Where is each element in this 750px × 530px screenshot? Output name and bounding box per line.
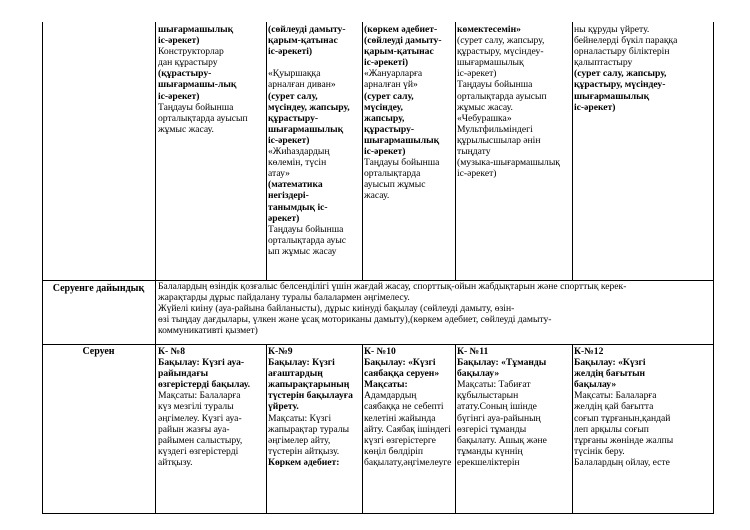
text-line: жұмыс жасау. — [158, 123, 214, 135]
text-line: (математика — [268, 179, 323, 191]
text-line: (құрастыру- — [158, 68, 212, 80]
column-divider — [266, 22, 267, 280]
activities-friday-cell — [574, 24, 712, 113]
text-line: әңгімелер айту, — [268, 434, 331, 446]
walk-tuesday-cell — [268, 346, 363, 468]
text-line: орталықтарда ауысып — [457, 90, 547, 102]
text-line: құрылысшылар әнін — [457, 134, 541, 146]
text-line: (сурет салу, — [364, 90, 414, 102]
text-line: Балалардың ойлау, есте — [574, 456, 670, 468]
text-line: құбылыстарын — [457, 390, 519, 402]
text-line: орталықтарда ауыс — [268, 234, 347, 246]
text-line: бақылату. Ашық және — [457, 434, 547, 446]
text-line: шығармашы-лық — [158, 79, 237, 91]
text-line: негіздері- — [268, 190, 309, 202]
text-line: «Жиһаздардың — [268, 146, 330, 158]
walk-label: Серуен — [82, 346, 115, 357]
text-line: жапсыру, — [364, 112, 405, 124]
text-line: жапырақтарының — [268, 379, 350, 391]
text-line: қарым-қатынас — [268, 35, 338, 47]
walk-prep-label: Серуенге дайындық — [52, 283, 145, 294]
walk-prep-text — [158, 281, 713, 336]
text-line: (сөйлеуді дамыту- — [364, 35, 442, 47]
table-border-bottom — [42, 513, 714, 514]
text-line: орналастыру біліктерін — [574, 46, 670, 58]
text-line: іс-әрекет) — [574, 101, 616, 113]
text-line: (сурет салу, жапсыру, — [574, 68, 667, 80]
text-line: түстерін бақылауға — [268, 390, 353, 402]
text-line: райымен салыстыру, — [158, 434, 243, 446]
text-line: Таңдауы бойынша — [268, 223, 344, 235]
text-line: Мақсаты: Табиғат — [457, 379, 531, 391]
activities-thursday-cell — [457, 24, 573, 179]
text-line: жапырақтар туралы — [268, 423, 350, 435]
walk-prep-line: өзі тыңдау дағдылары, үлкен және ұсақ моториканы дамыту),(көркем әдебиет, сөйлеуді дамыту- — [158, 314, 552, 326]
text-line: Таңдауы бойынша — [457, 79, 533, 91]
table-border-right — [713, 22, 714, 514]
text-line: келетіні жайында — [364, 412, 436, 424]
text-line: Мақсаты: Күзгі — [268, 412, 332, 424]
text-line: іс-әрекет) — [158, 35, 200, 47]
text-line: тұманды күннің — [457, 445, 523, 457]
text-line: шығармашылық — [158, 24, 234, 35]
activities-wednesday-cell — [364, 24, 454, 202]
text-line: ерекшеліктерін — [457, 456, 520, 468]
text-line: Мақсаты: — [364, 379, 408, 391]
text-line: ауысып жұмыс — [364, 179, 426, 191]
text-line: қарым-қатынас — [364, 46, 434, 58]
text-line: желдің қай бағытта — [574, 401, 654, 413]
text-line: Бақылау: «Күзгі — [364, 357, 436, 369]
text-line: іс-әрекеті) — [364, 57, 409, 69]
text-line: арналған диван» — [268, 79, 336, 91]
text-line: К-№12 — [574, 346, 604, 357]
text-line: күзгі өзгерістерге — [364, 434, 436, 446]
text-line: саябаққа не себепті — [364, 401, 444, 413]
text-line: «Қуыршаққа — [268, 68, 321, 80]
text-line: құрастыру, мүсіндеу- — [457, 46, 544, 58]
text-line: К- №11 — [457, 346, 489, 357]
walk-friday-cell — [574, 346, 712, 468]
walk-thursday-cell — [457, 346, 573, 468]
table-border-left — [42, 22, 43, 514]
text-line: әрекет) — [268, 212, 300, 224]
text-line: атау» — [268, 168, 290, 180]
text-line: Көркем әдебиет: — [268, 456, 340, 468]
text-line: К- №10 — [364, 346, 396, 357]
text-line: леп арқылы соғып — [574, 423, 649, 435]
text-line: Бақылау: Күзгі — [268, 357, 335, 369]
text-line: Бақылау: «Тұманды — [457, 357, 547, 369]
text-line: күз мезгілі туралы — [158, 401, 234, 413]
text-line: Адамдардың — [364, 390, 417, 402]
text-line: іс-әрекеті) — [268, 46, 313, 58]
text-line: ны құруды үйрету. — [574, 24, 650, 35]
walk-prep-line: Балалардың өзіндік қозғалыс белсенділігі үшін жағдай жасау, спорттық-ойын жабдықтарын және спорттық керек- — [158, 281, 627, 292]
text-line: құрастыру, мүсіндеу- — [574, 79, 666, 91]
activities-monday-cell — [158, 24, 266, 135]
text-line: шығармашылық — [574, 90, 650, 102]
text-line: көмектесемін» — [457, 24, 521, 35]
text-line: Мақсаты: Балаларға — [574, 390, 657, 402]
walk-monday-cell — [158, 346, 266, 468]
text-line: мүсіндеу, жапсыру, — [268, 101, 350, 113]
text-line: бақылау» — [457, 368, 500, 380]
column-divider — [266, 344, 267, 514]
text-line: жұмыс жасау. — [457, 101, 513, 113]
text-line: (көркем әдебиет- — [364, 24, 438, 35]
text-line: құрастыру- — [268, 112, 319, 124]
text-line: үйрету. — [268, 401, 299, 413]
text-line: бейнелерді бүкіл параққа — [574, 35, 678, 47]
text-line: «Жануарларға — [364, 68, 423, 80]
text-line: мүсіндеу, — [364, 101, 403, 113]
text-line: ағаштардың — [268, 368, 323, 380]
walk-prep-line: коммуникативті қызмет) — [158, 325, 258, 337]
text-line: К- №8 — [158, 346, 185, 357]
text-line: түсінік беру. — [574, 445, 625, 457]
text-line: Бақылау: Күзгі ауа- — [158, 357, 245, 369]
text-line — [268, 57, 363, 68]
text-line: Конструкторлар — [158, 46, 224, 58]
text-line: саябаққа серуен» — [364, 368, 440, 380]
walk-wednesday-cell — [364, 346, 456, 468]
text-line: орталықтарда ауысып — [158, 112, 248, 124]
text-line: Бақылау: «Күзгі — [574, 357, 646, 369]
text-line: айтқызу. — [158, 456, 193, 468]
text-line: орталықтарда — [364, 168, 421, 180]
text-line: айту. Саябақ ішіндегі — [364, 423, 451, 435]
text-line: іс-әрекет) — [268, 134, 310, 146]
text-line: тұрғаны жөнінде жалпы — [574, 434, 674, 446]
text-line: бақылату,әңгімелеуге — [364, 456, 452, 468]
walk-prep-line: Жүйелі киіну (ауа-райына байланысты), дұрыс киінуді бақылау (сөйлеуді дамыту, өзін- — [158, 303, 515, 315]
text-line: К-№9 — [268, 346, 293, 357]
text-line: (сурет салу, жапсыру, — [457, 35, 545, 47]
text-line: райындағы — [158, 368, 209, 380]
text-line: құрастыру- — [364, 123, 415, 135]
text-line: желдің бағытын — [574, 368, 646, 380]
text-line: соғып тұрғанын,қандай — [574, 412, 671, 424]
text-line: атату.Соның ішінде — [457, 401, 537, 413]
text-line: тыңдату — [457, 146, 491, 158]
text-line: өзгерісі тұманды — [457, 423, 527, 435]
text-line: өзгерістерді бақылау. — [158, 379, 251, 391]
text-line: көңіл бөлдіріп — [364, 445, 424, 457]
column-divider — [455, 22, 456, 280]
text-line: шығармашылық — [364, 134, 440, 146]
text-line: күздегі өзгерістерді — [158, 445, 239, 457]
text-line: «Чебурашка» — [457, 112, 512, 124]
text-line: Мақсаты: Балаларға — [158, 390, 241, 402]
text-line: танымдық іс- — [268, 201, 328, 213]
column-divider — [155, 22, 156, 514]
text-line: Таңдауы бойынша — [158, 101, 234, 113]
text-line: (сурет салу, — [268, 90, 318, 102]
text-line: іс-әрекет) — [158, 90, 200, 102]
text-line: жасау. — [364, 190, 390, 202]
text-line: түстерін айтқызу. — [268, 445, 340, 457]
text-line: Таңдауы бойынша — [364, 157, 440, 169]
text-line: ып жұмыс жасау — [268, 245, 337, 257]
text-line: іс-әрекет) — [364, 146, 406, 158]
text-line: іс-әрекет) — [457, 168, 497, 180]
text-line: (музыка-шығармашылық — [457, 157, 560, 169]
text-line: көлемін, түсін — [268, 157, 327, 169]
text-line: арналған үй» — [364, 79, 418, 91]
text-line: Мультфильміндегі — [457, 123, 533, 135]
text-line: шығармашылық — [268, 123, 344, 135]
text-line: әңгімелеу. Күзгі ауа- — [158, 412, 242, 424]
text-line: қалыптастыру — [574, 57, 633, 69]
text-line: бүгінгі ауа-райының — [457, 412, 541, 424]
text-line: шығармашылық — [457, 57, 524, 69]
text-line: райын жазғы ауа- — [158, 423, 230, 435]
text-line: (сөйлеуді дамыту- — [268, 24, 346, 35]
text-line: бақылау» — [574, 379, 617, 391]
text-line: дан құрастыру — [158, 57, 218, 69]
row-divider — [42, 344, 714, 345]
walk-prep-line: жарақтарды дұрыс пайдалану туралы балалармен әңгімелесу. — [158, 292, 410, 304]
text-line: іс-әрекет) — [457, 68, 497, 80]
activities-tuesday-cell — [268, 24, 363, 257]
